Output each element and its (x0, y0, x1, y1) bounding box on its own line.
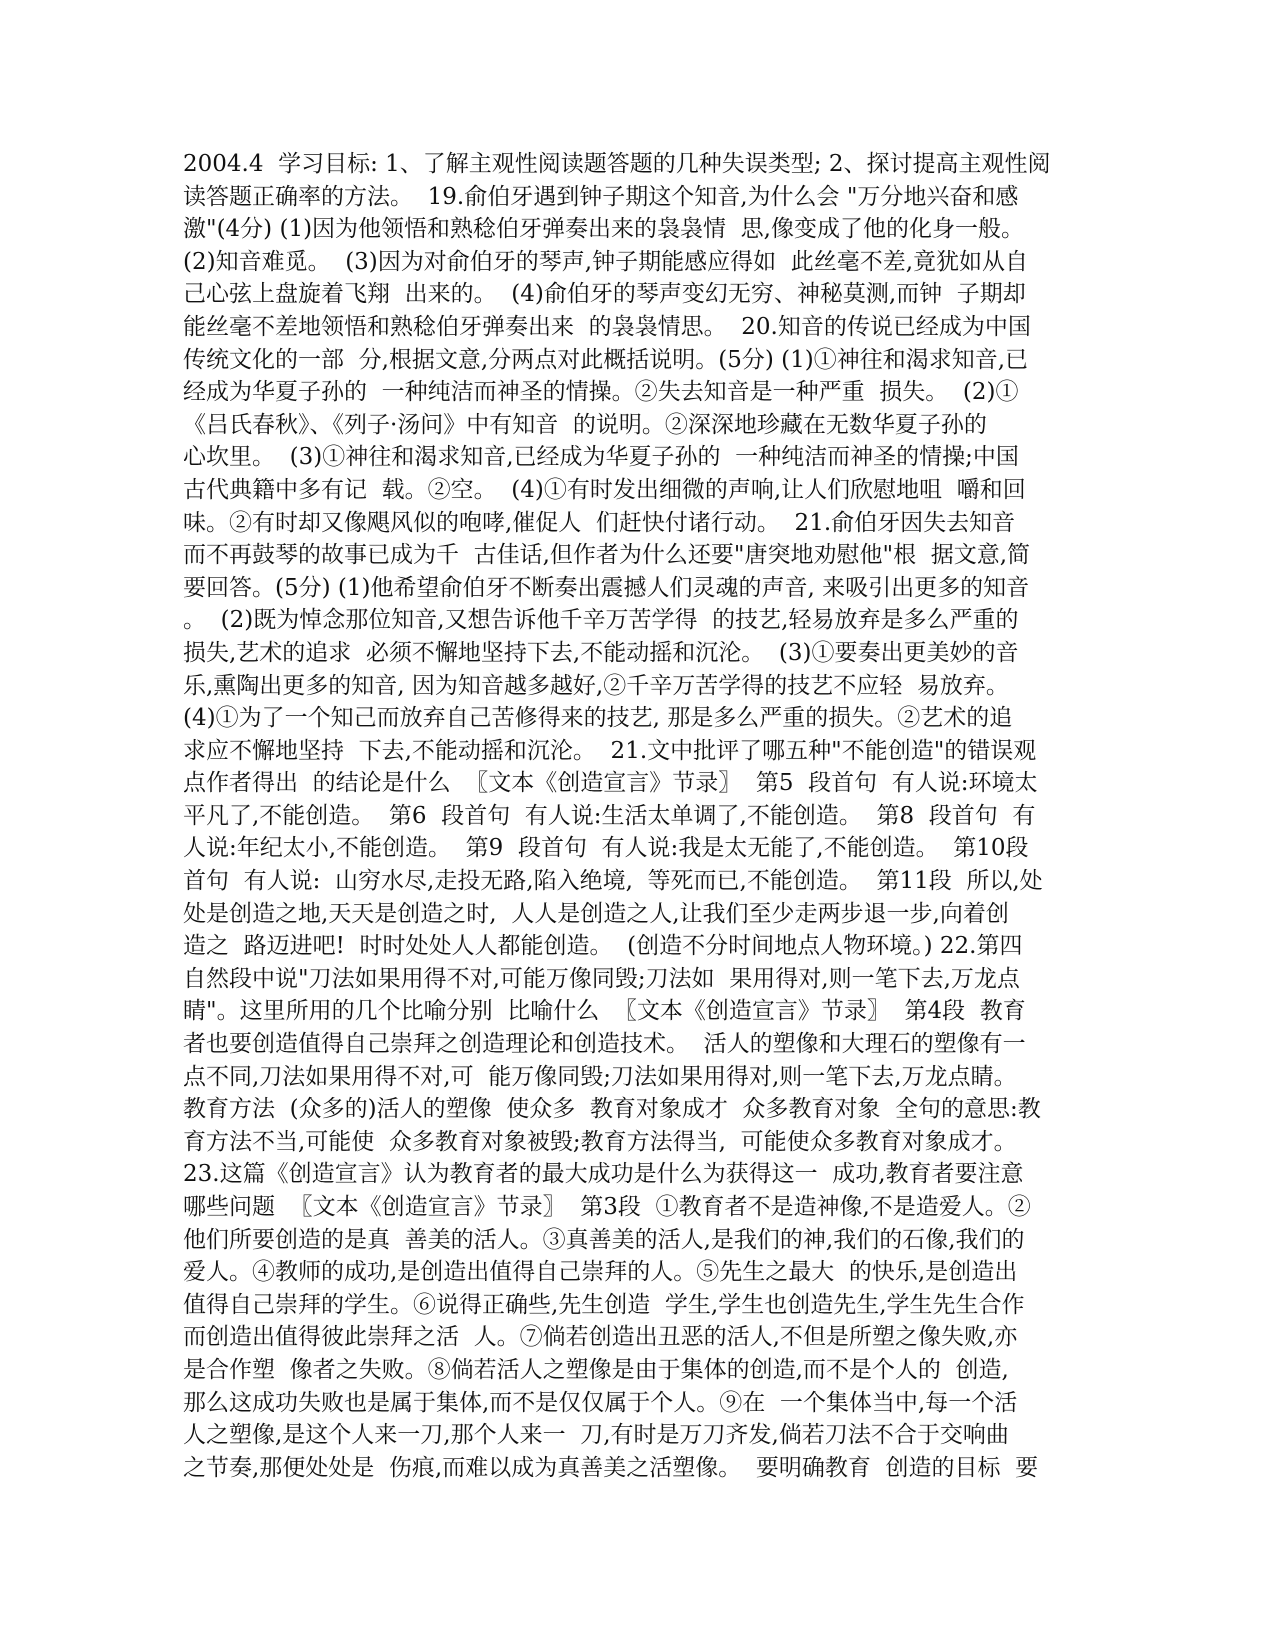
text-line: 己心弦上盘旋着飞翔 出来的。 (4)俞伯牙的琴声变幻无穷、神秘莫测,而钟 子期却 (183, 281, 1026, 308)
text-line: 是合作塑 像者之失败。⑧倘若活人之塑像是由于集体的创造,而不是个人的 创造, (183, 1356, 1009, 1383)
text-line: 。 (2)既为悼念那位知音,又想告诉他千辛万苦学得 的技艺,轻易放弃是多么严重的 (183, 607, 1019, 634)
text-line: 2004.4 学习目标: 1、了解主观性阅读题答题的几种失误类型; 2、探讨提高主观性阅 (183, 151, 1051, 177)
text-line: 爱人。④教师的成功,是创造出值得自己崇拜的人。⑤先生之最大 的快乐,是创造出 (183, 1259, 1018, 1286)
text-line: 损失,艺术的追求 必须不懈地坚持下去,不能动摇和沉沦。 (3)①要奏出更美妙的音 (183, 639, 1019, 666)
text-line: 古代典籍中多有记 载。②空。 (4)①有时发出细微的声响,让人们欣慰地咀 嚼和回 (183, 476, 1026, 503)
text-line: 处是创造之地,天天是创造之时, 人人是创造之人,让我们至少走两步退一步,向着创 (183, 900, 1009, 927)
text-line: 者也要创造值得自己崇拜之创造理论和创造技术。 活人的塑像和大理石的塑像有一 (183, 1031, 1026, 1058)
text-line: 乐,熏陶出更多的知音, 因为知音越多越好,②千辛万苦学得的技艺不应轻 易放弃。 (183, 672, 1009, 699)
text-line: 23.这篇《创造宣言》认为教育者的最大成功是什么为获得这一 成功,教育者要注意 (183, 1161, 1024, 1188)
text-line: (2)知音难觅。 (3)因为对俞伯牙的琴声,钟子期能感应得如 此丝毫不差,竟犹如从自 (183, 248, 1029, 275)
text-line: 值得自己崇拜的学生。⑥说得正确些,先生创造 学生,学生也创造先生,学生先生合作 (183, 1291, 1025, 1318)
text-line: 那么这成功失败也是属于集体,而不是仅仅属于个人。⑨在 一个集体当中,每一个活 (183, 1389, 1018, 1416)
text-line: 育方法不当,可能使 众多教育对象被毁;教育方法得当, 可能使众多教育对象成才。 (183, 1128, 1017, 1155)
text-line: 传统文化的一部 分,根据文意,分两点对此概括说明。(5分) (1)①神往和渴求知音,已 (183, 346, 1029, 373)
text-line: 他们所要创造的是真 善美的活人。③真善美的活人,是我们的神,我们的石像,我们的 (183, 1226, 1025, 1253)
text-line: 能丝毫不差地领悟和熟稔伯牙弹奏出来 的袅袅情思。 20.知音的传说已经成为中国 (183, 313, 1031, 340)
text-line: 哪些问题 〖文本《创造宣言》节录〗 第3段 ①教育者不是造神像,不是造爱人。② (183, 1194, 1031, 1220)
text-line: 人之塑像,是这个人来一刀,那个人来一 刀,有时是万刀齐发,倘若刀法不合于交响曲 (183, 1422, 1009, 1449)
text-line: 读答题正确率的方法。 19.俞伯牙遇到钟子期这个知音,为什么会 "万分地兴奋和感 (183, 183, 1019, 210)
text-line: (4)①为了一个知己而放弃自己苦修得来的技艺, 那是多么严重的损失。②艺术的追 (183, 705, 1013, 732)
text-line: 要回答。(5分) (1)他希望俞伯牙不断奏出震撼人们灵魂的声音, 来吸引出更多的知音 (183, 574, 1030, 601)
body-text (183, 148, 1083, 1484)
text-line: 首句 有人说: 山穷水尽,走投无路,陷入绝境, 等死而已,不能创造。 第11段 所以,处 (183, 868, 1043, 895)
text-line: 激"(4分) (1)因为他领悟和熟稔伯牙弹奏出来的袅袅情 思,像变成了他的化身一般。 (183, 216, 1024, 243)
text-line: 心坎里。 (3)①神往和渴求知音,已经成为华夏子孙的 一种纯洁而神圣的情操;中国 (183, 444, 1019, 471)
text-line: 睛"。这里所用的几个比喻分别 比喻什么 〖文本《创造宣言》节录〗 第4段 教育 (183, 998, 1026, 1025)
text-line: 平凡了,不能创造。 第6 段首句 有人说:生活太单调了,不能创造。 第8 段首句 有 (183, 802, 1036, 829)
text-line: 经成为华夏子孙的 一种纯洁而神圣的情操。②失去知音是一种严重 损失。 (2)① (183, 379, 1019, 406)
text-line: 教育方法 (众多的)活人的塑像 使众多 教育对象成才 众多教育对象 全句的意思:教 (183, 1096, 1041, 1123)
text-line: 而创造出值得彼此崇拜之活 人。⑦倘若创造出丑恶的活人,不但是所塑之像失败,亦 (183, 1324, 1018, 1351)
text-line: 之节奏,那便处处是 伤痕,而难以成为真善美之活塑像。 要明确教育 创造的目标 要 (183, 1454, 1039, 1481)
text-line: 点作者得出 的结论是什么 〖文本《创造宣言》节录〗 第5 段首句 有人说:环境太 (183, 770, 1038, 797)
text-line: 《吕氏春秋》、《列子·汤问》中有知音 的说明。②深深地珍藏在无数华夏子孙的 (183, 411, 987, 438)
text-line: 自然段中说"刀法如果用得不对,可能万像同毁;刀法如 果用得对,则一笔下去,万龙点 (183, 965, 1020, 992)
text-line: 味。②有时却又像飓风似的咆哮,催促人 们赶快付诸行动。 21.俞伯牙因失去知音 (183, 509, 1016, 536)
text-line: 人说:年纪太小,不能创造。 第9 段首句 有人说:我是太无能了,不能创造。 第10段 (183, 835, 1029, 862)
text-line: 造之 路迈进吧! 时时处处人人都能创造。 (创造不分时间地点人物环境。) 22.第四 (183, 933, 1023, 960)
text-line: 求应不懈地坚持 下去,不能动摇和沉沦。 21.文中批评了哪五种"不能创造"的错误观 (183, 737, 1037, 764)
text-line: 而不再鼓琴的故事已成为千 古佳话,但作者为什么还要"唐突地劝慰他"根 据文意,简 (183, 542, 1031, 569)
text-line: 点不同,刀法如果用得不对,可 能万像同毁;刀法如果用得对,则一笔下去,万龙点睛。 (183, 1063, 1017, 1090)
